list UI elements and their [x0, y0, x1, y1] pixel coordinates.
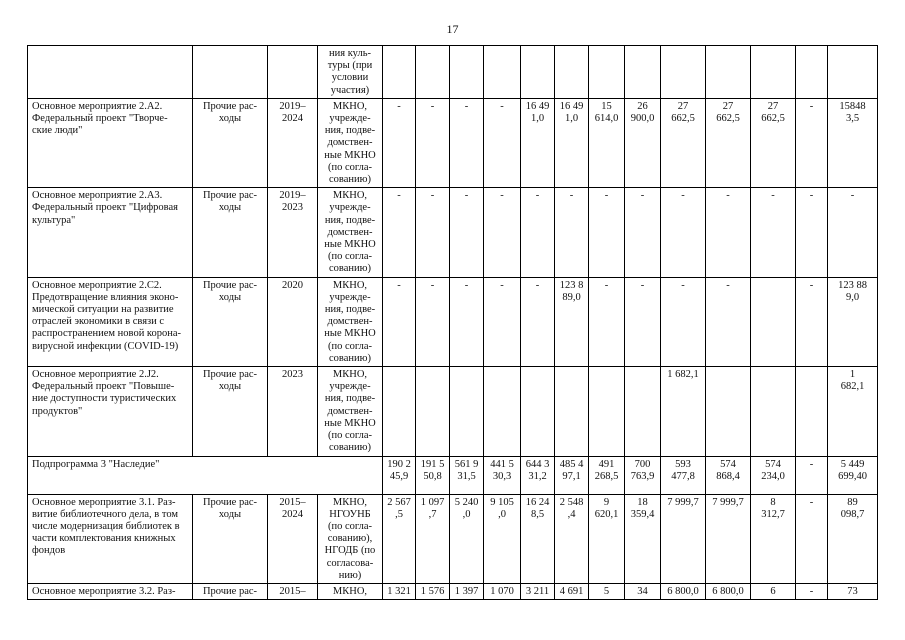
amount-cell: 574 868,4	[706, 456, 751, 494]
expense-type: Прочие рас- ходы	[193, 188, 268, 277]
executor: МКНО, учрежде- ния, подве- домствен- ные МКНО (по согла- сованию)	[318, 98, 383, 187]
amount-cell: -	[484, 98, 521, 187]
activity-name: Основное мероприятие 2.J2. Федеральный проект "Повыше- ние доступности туристических продуктов"	[28, 367, 193, 456]
amount-cell: 26 900,0	[625, 98, 661, 187]
period: 2023	[268, 367, 318, 456]
activity-name: Основное мероприятие 2.А2. Федеральный проект "Творче- ские люди"	[28, 98, 193, 187]
amount-cell	[555, 46, 589, 99]
executor: МКНО,	[318, 583, 383, 599]
period: 2019– 2024	[268, 98, 318, 187]
budget-table	[27, 45, 878, 600]
table-row	[28, 277, 878, 366]
amount-cell: -	[751, 188, 796, 277]
amount-cell: 491 268,5	[589, 456, 625, 494]
amount-cell: 27 662,5	[706, 98, 751, 187]
table-row	[28, 98, 878, 187]
amount-cell: -	[450, 98, 484, 187]
amount-cell: 191 5 50,8	[416, 456, 450, 494]
table-body	[28, 46, 878, 600]
amount-cell	[706, 46, 751, 99]
amount-cell: -	[450, 188, 484, 277]
period: 2015– 2024	[268, 494, 318, 583]
amount-cell: 16 49 1,0	[521, 98, 555, 187]
period: 2019– 2023	[268, 188, 318, 277]
amount-cell: 700 763,9	[625, 456, 661, 494]
amount-cell: 1 321	[383, 583, 416, 599]
amount-cell	[796, 46, 828, 99]
amount-cell: 3 211	[521, 583, 555, 599]
expense-type: Прочие рас- ходы	[193, 494, 268, 583]
amount-cell: 190 2 45,9	[383, 456, 416, 494]
amount-cell: 27 662,5	[661, 98, 706, 187]
amount-cell	[416, 46, 450, 99]
amount-cell: 5	[589, 583, 625, 599]
period: 2015–	[268, 583, 318, 599]
amount-cell	[589, 46, 625, 99]
amount-cell: 574 234,0	[751, 456, 796, 494]
amount-cell: -	[706, 277, 751, 366]
amount-cell	[450, 367, 484, 456]
amount-cell: 593 477,8	[661, 456, 706, 494]
executor: МКНО, учрежде- ния, подве- домствен- ные МКНО (по согла- сованию)	[318, 188, 383, 277]
amount-cell: 644 3 31,2	[521, 456, 555, 494]
amount-cell	[589, 367, 625, 456]
executor: МКНО, учрежде- ния, подве- домствен- ные МКНО (по согла- сованию)	[318, 277, 383, 366]
amount-cell: -	[416, 277, 450, 366]
table-row	[28, 494, 878, 583]
amount-cell: -	[796, 277, 828, 366]
amount-cell: 34	[625, 583, 661, 599]
amount-cell: 1 097 ,7	[416, 494, 450, 583]
amount-cell	[796, 367, 828, 456]
amount-cell: 89 098,7	[828, 494, 878, 583]
amount-cell: 5 240 ,0	[450, 494, 484, 583]
amount-cell: -	[383, 188, 416, 277]
amount-cell: 9 620,1	[589, 494, 625, 583]
period: 2020	[268, 277, 318, 366]
amount-cell: 27 662,5	[751, 98, 796, 187]
activity-name: Основное мероприятие 2.А3. Федеральный проект "Цифровая культура"	[28, 188, 193, 277]
amount-cell: 7 999,7	[706, 494, 751, 583]
table-row	[28, 367, 878, 456]
page-number: 17	[446, 22, 459, 36]
amount-cell: -	[589, 277, 625, 366]
amount-cell: 6 800,0	[661, 583, 706, 599]
amount-cell: -	[706, 188, 751, 277]
amount-cell: 1 682,1	[828, 367, 878, 456]
amount-cell: 5 449 699,40	[828, 456, 878, 494]
amount-cell: 18 359,4	[625, 494, 661, 583]
table-row	[28, 46, 878, 99]
amount-cell: -	[484, 188, 521, 277]
amount-cell	[555, 367, 589, 456]
executor: МКНО, НГОУНБ (по согла- сованию), НГОДБ (по согласова- нию)	[318, 494, 383, 583]
amount-cell: 123 88 9,0	[828, 277, 878, 366]
amount-cell: -	[383, 98, 416, 187]
activity-name	[28, 46, 193, 99]
expense-type: Прочие рас-	[193, 583, 268, 599]
amount-cell: 6	[751, 583, 796, 599]
amount-cell: -	[521, 277, 555, 366]
amount-cell: -	[383, 277, 416, 366]
amount-cell: 9 105 ,0	[484, 494, 521, 583]
amount-cell: 1 397	[450, 583, 484, 599]
activity-name: Основное мероприятие 3.2. Раз-	[28, 583, 193, 599]
expense-type: Прочие рас- ходы	[193, 277, 268, 366]
table-row	[28, 583, 878, 599]
amount-cell: -	[416, 188, 450, 277]
amount-cell: -	[521, 188, 555, 277]
amount-cell: 73	[828, 583, 878, 599]
amount-cell: 1 682,1	[661, 367, 706, 456]
executor: МКНО, учрежде- ния, подве- домствен- ные МКНО (по согла- сованию)	[318, 367, 383, 456]
amount-cell: 4 691	[555, 583, 589, 599]
amount-cell: 2 567 ,5	[383, 494, 416, 583]
amount-cell	[625, 46, 661, 99]
table-row	[28, 456, 878, 494]
subprogram-title: Подпрограмма 3 "Наследие"	[28, 456, 383, 494]
amount-cell	[751, 367, 796, 456]
activity-name: Основное мероприятие 2.С2. Предотвращение влияния эконо- мической ситуации на развитие отраслей экономики в связи с распространением новой корона- вирусной инфекции (COVID-19)	[28, 277, 193, 366]
amount-cell: -	[796, 98, 828, 187]
amount-cell: 15 614,0	[589, 98, 625, 187]
amount-cell: -	[484, 277, 521, 366]
amount-cell: -	[416, 98, 450, 187]
amount-cell: 8 312,7	[751, 494, 796, 583]
expense-type: Прочие рас- ходы	[193, 98, 268, 187]
amount-cell: -	[796, 188, 828, 277]
amount-cell: 2 548 ,4	[555, 494, 589, 583]
amount-cell: 7 999,7	[661, 494, 706, 583]
amount-cell: -	[450, 277, 484, 366]
amount-cell	[751, 277, 796, 366]
amount-cell: 1 070	[484, 583, 521, 599]
amount-cell	[484, 46, 521, 99]
amount-cell: -	[625, 277, 661, 366]
amount-cell	[828, 46, 878, 99]
amount-cell: -	[661, 188, 706, 277]
amount-cell: -	[661, 277, 706, 366]
amount-cell	[706, 367, 751, 456]
amount-cell: 441 5 30,3	[484, 456, 521, 494]
amount-cell: -	[625, 188, 661, 277]
amount-cell	[484, 367, 521, 456]
amount-cell: 16 49 1,0	[555, 98, 589, 187]
amount-cell	[416, 367, 450, 456]
amount-cell: -	[796, 456, 828, 494]
amount-cell	[661, 46, 706, 99]
amount-cell	[521, 367, 555, 456]
amount-cell: 6 800,0	[706, 583, 751, 599]
amount-cell: 123 8 89,0	[555, 277, 589, 366]
amount-cell: -	[589, 188, 625, 277]
expense-type	[193, 46, 268, 99]
amount-cell	[450, 46, 484, 99]
amount-cell: 15848 3,5	[828, 98, 878, 187]
amount-cell: 561 9 31,5	[450, 456, 484, 494]
amount-cell: -	[796, 494, 828, 583]
table-row	[28, 188, 878, 277]
amount-cell: -	[828, 188, 878, 277]
amount-cell: 485 4 97,1	[555, 456, 589, 494]
amount-cell	[521, 46, 555, 99]
amount-cell	[625, 367, 661, 456]
period	[268, 46, 318, 99]
expense-type: Прочие рас- ходы	[193, 367, 268, 456]
amount-cell	[383, 46, 416, 99]
activity-name: Основное мероприятие 3.1. Раз- витие библиотечного дела, в том числе модернизация библиотек в части комплектования книжных фондов	[28, 494, 193, 583]
amount-cell: 1 576	[416, 583, 450, 599]
amount-cell	[383, 367, 416, 456]
amount-cell	[751, 46, 796, 99]
amount-cell: -	[796, 583, 828, 599]
executor: ния куль- туры (при условии участия)	[318, 46, 383, 99]
amount-cell: 16 24 8,5	[521, 494, 555, 583]
amount-cell: -	[555, 188, 589, 277]
